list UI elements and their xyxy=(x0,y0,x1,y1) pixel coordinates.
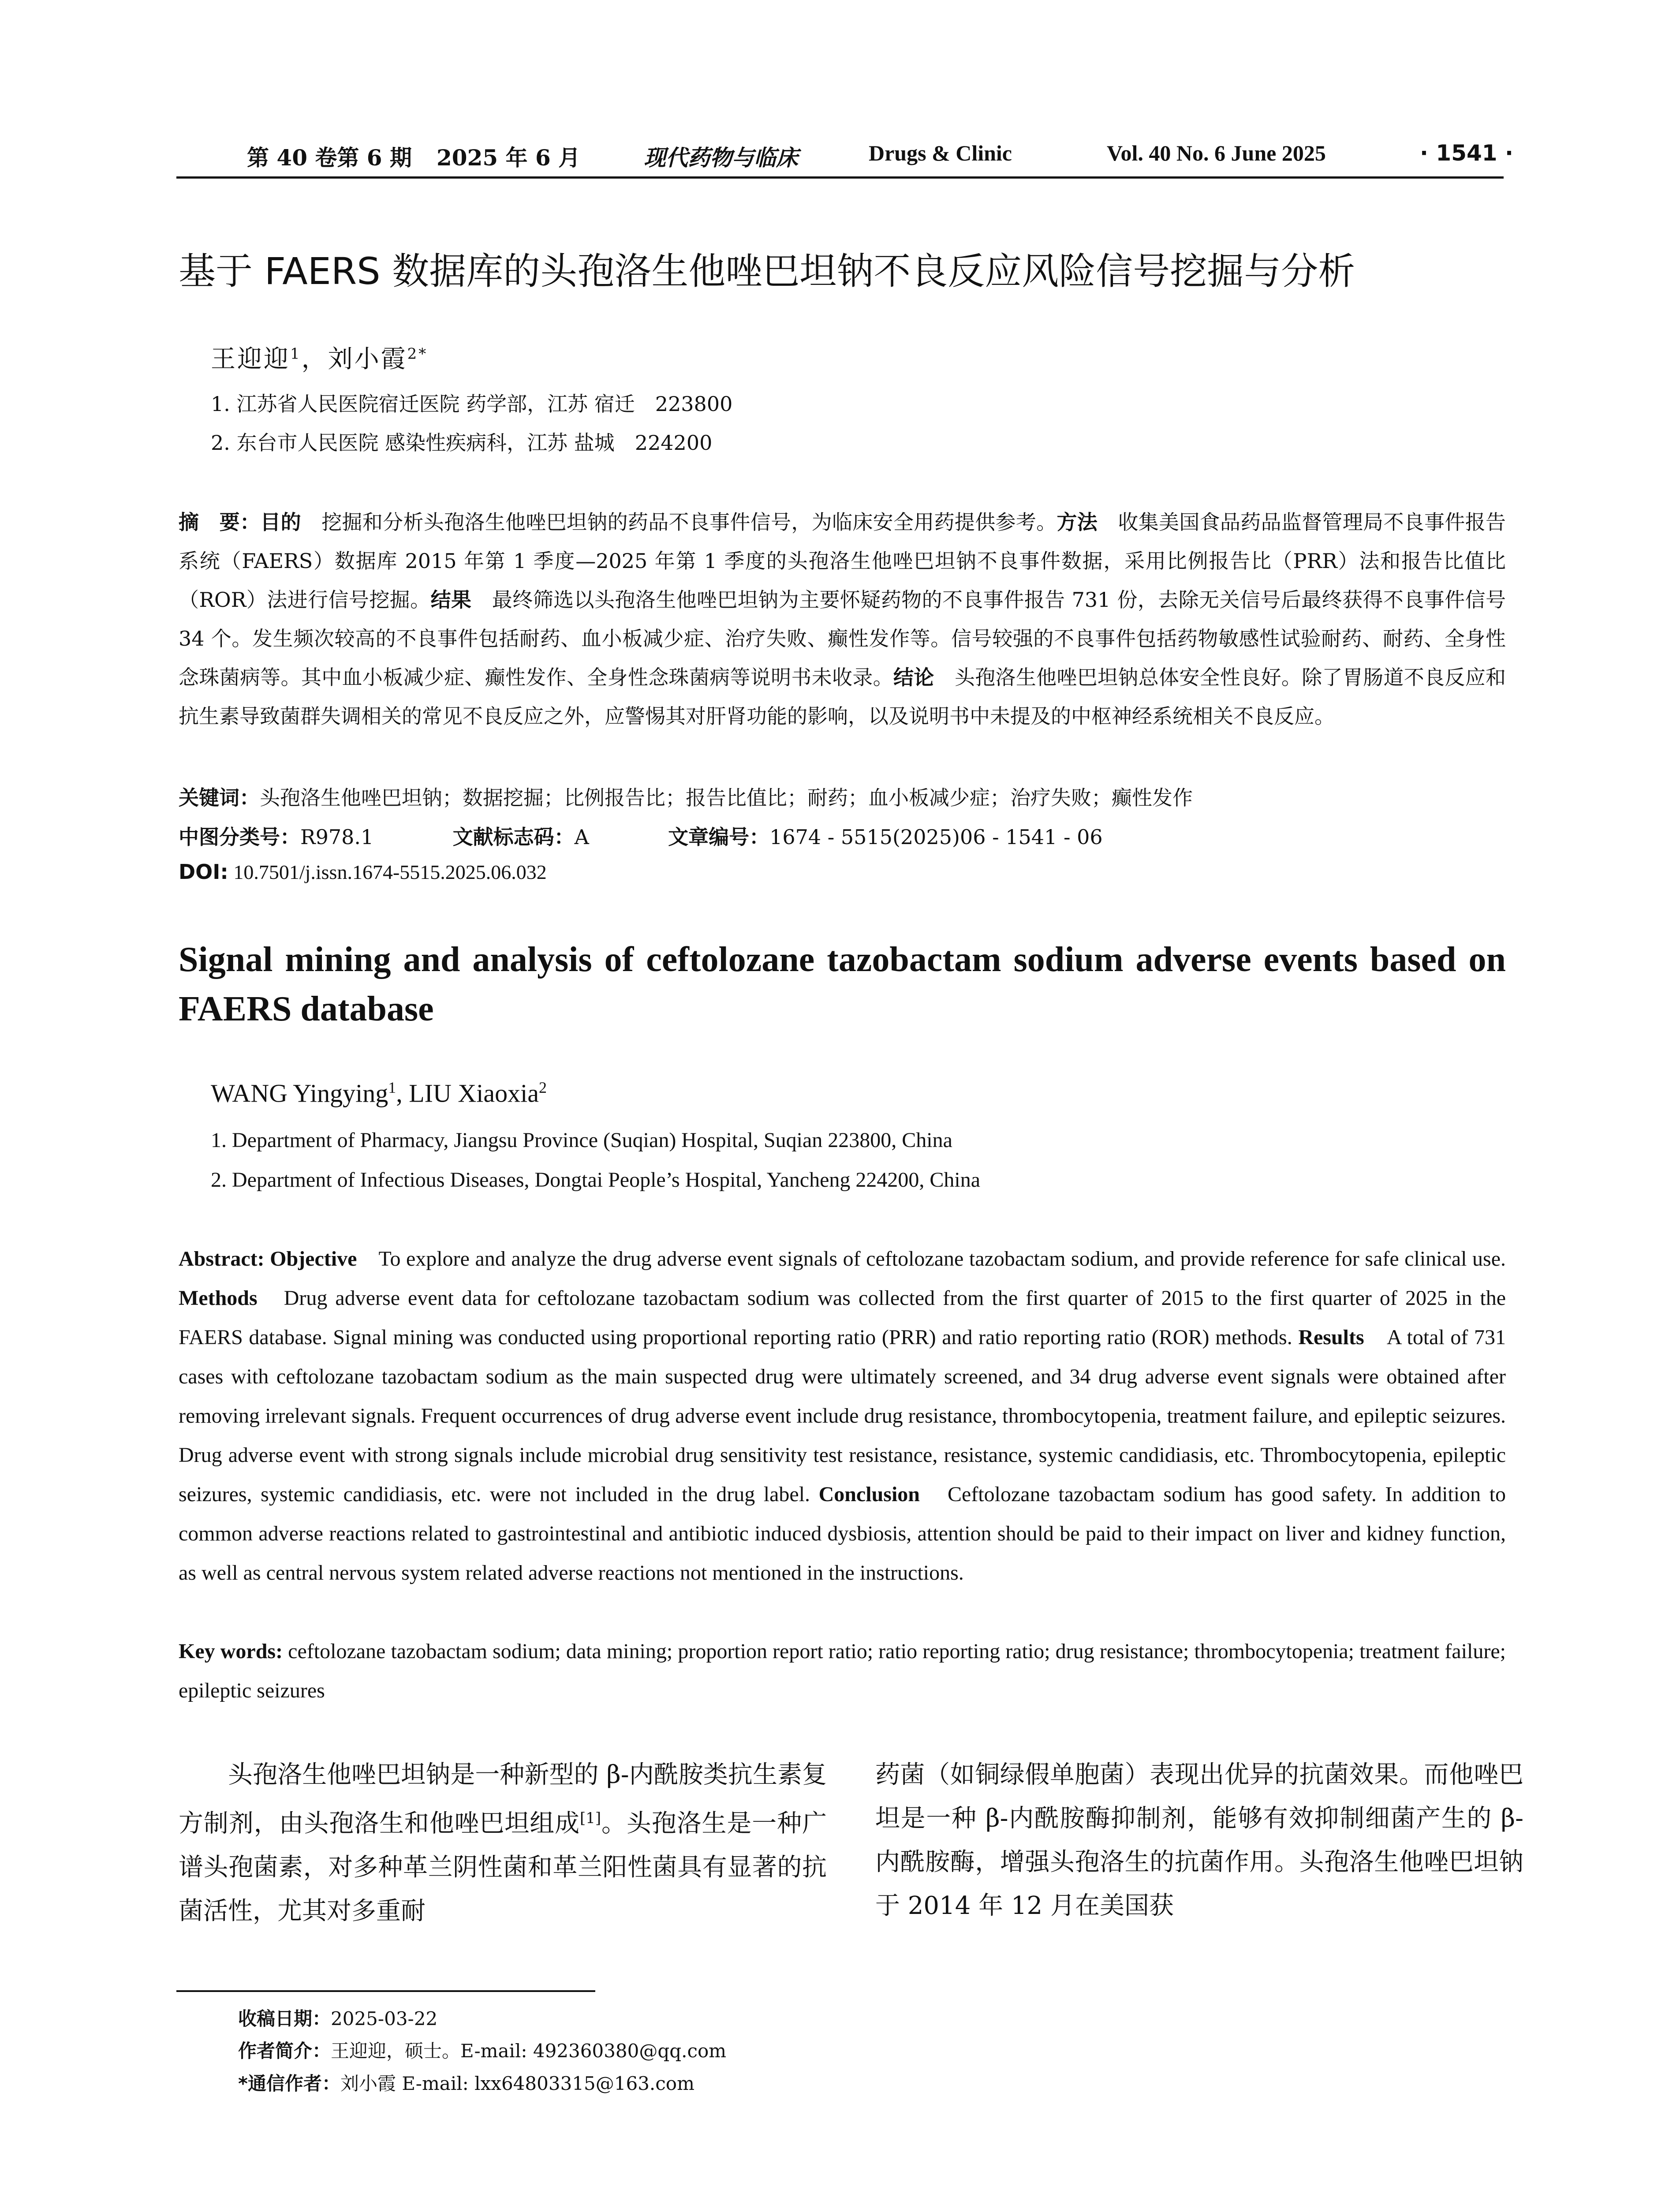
footnote-author xyxy=(238,2037,726,2063)
header-journal-cn: 现代药物与临床 xyxy=(644,145,798,171)
doi-value: 10.7501/j.issn.1674-5515.2025.06.032 xyxy=(228,861,547,883)
header-issue-cn: 第 40 卷第 6 期 xyxy=(247,145,412,171)
header-page-number: · 1541 · xyxy=(1420,140,1513,166)
affiliation-en-2: 2. Department of Infectious Diseases, Dongtai People’s Hospital, Yancheng 224200, China xyxy=(211,1168,981,1192)
abstract-cn-objective-label: 目的 xyxy=(260,510,301,534)
header-rule xyxy=(176,176,1504,179)
clc-value: R978.1 xyxy=(300,825,374,849)
footnote-author-value: 王迎迎，硕士。E-mail: 492360380@qq.com xyxy=(331,2040,727,2062)
keywords-cn-text: 头孢洛生他唑巴坦钠；数据挖掘；比例报告比；报告比值比；耐药；血小板减少症；治疗失败；癫性发作 xyxy=(260,786,1193,810)
header-journal-en: Drugs & Clinic xyxy=(869,141,1012,165)
abstract-en-conclusion: Ceftolozane tazobactam sodium has good safety. In addition to common adverse reactions related to gastrointestinal and antibiotic induced dysbiosis, attention should be paid to their impact on liver and kidney function, as well as central nervous system related adverse reactions not mentioned in the instructions. xyxy=(179,1483,1506,1585)
abstract-cn-methods: 收集美国食品药品监督管理局不良事件报告系统（FAERS）数据库 2015 年第 1 季度—2025 年第 1 季度的头孢洛生他唑巴坦钠不良事件数据，采用比例报告比（PRR）法和报告比值比（ROR）法进行信号挖掘。 xyxy=(179,510,1506,612)
doi-line xyxy=(179,860,547,884)
abstract-en-methods-label: Methods xyxy=(179,1286,258,1310)
body-left-text: 头孢洛生他唑巴坦钠是一种新型的 β-内酰胺类抗生素复方制剂，由头孢洛生和他唑巴坦组成 xyxy=(179,1760,827,1838)
authors-cn xyxy=(211,340,428,375)
abstract-en-results: A total of 731 cases with ceftolozane tazobactam sodium as the main suspected drug were ultimately screened, and 34 drug adverse event signals were obtained after removing irrelevant signals. Frequent occurrences of drug adverse event include drug resistance, thrombocytopenia, treatment failure, and epileptic seizures. Drug adverse event with strong signals include microbial drug sensitivity test resistance, resistance, systemic candidiasis, etc. Thrombocytopenia, epileptic seizures, systemic candidiasis, etc. were not included in the drug label. xyxy=(179,1326,1506,1506)
abstract-en-methods: Drug adverse event data for ceftolozane tazobactam sodium was collected from the first quarter of 2015 to the first quarter of 2025 in the FAERS database. Signal mining was conducted using proportional reporting ratio (PRR) and ratio reporting ratio (ROR) methods. xyxy=(179,1286,1506,1349)
footnote-corresponding-label: *通信作者： xyxy=(238,2073,340,2094)
body-left-text-2: 。头孢洛生是一种广谱头孢菌素，对多种革兰阴性菌和革兰阳性菌具有显著的抗菌活性，尤其对多重耐 xyxy=(179,1809,827,1925)
keywords-cn xyxy=(179,782,1193,811)
affiliation-cn-2: 2. 东台市人民医院 感染性疾病科，江苏 盐城 224200 xyxy=(211,431,713,455)
abstract-cn-results-label: 结果 xyxy=(430,588,472,612)
keywords-en-label: Key words: xyxy=(179,1640,283,1663)
header-date-cn: 2025 年 6 月 xyxy=(437,145,581,171)
header-issue-en: Vol. 40 No. 6 June 2025 xyxy=(1107,141,1326,165)
clc-label: 中图分类号： xyxy=(179,825,300,849)
author-cn-2-sup: 2* xyxy=(407,345,428,363)
authors-en xyxy=(211,1078,547,1108)
footnote-corresponding xyxy=(238,2069,694,2096)
abstract-cn xyxy=(179,503,1506,736)
footnote-rule xyxy=(176,1990,595,1992)
footnote-received-value: 2025-03-22 xyxy=(331,2008,438,2029)
author-cn-2: 刘小霞 xyxy=(328,345,407,374)
abstract-en-objective: To explore and analyze the drug adverse event signals of ceftolozane tazobactam sodium, and provide reference for safe clinical use. xyxy=(357,1247,1506,1271)
author-en-2-sup: 2 xyxy=(538,1079,547,1096)
page-title-cn: 基于 FAERS 数据库的头孢洛生他唑巴坦钠不良反应风险信号挖掘与分析 xyxy=(179,250,1355,293)
doi-label: DOI: xyxy=(179,860,228,884)
author-cn-1-sup: 1 xyxy=(290,345,302,363)
page-title-en: Signal mining and analysis of ceftolozane tazobactam sodium adverse events based on FAERS database xyxy=(179,940,1506,1028)
abstract-cn-label: 摘 要： xyxy=(179,510,261,534)
footnote-corresponding-value: 刘小霞 E-mail: lxx64803315@163.com xyxy=(340,2073,694,2094)
footnote-received xyxy=(238,2004,437,2031)
abstract-en xyxy=(179,1239,1506,1592)
article-number-value: 1674 - 5515(2025)06 - 1541 - 06 xyxy=(769,825,1103,849)
abstract-en-label: Abstract: Objective xyxy=(179,1247,357,1271)
affiliation-cn-1: 1. 江苏省人民医院宿迁医院 药学部，江苏 宿迁 223800 xyxy=(211,392,733,416)
author-en-1: WANG Yingying xyxy=(211,1079,388,1108)
author-en-sep: , xyxy=(396,1079,409,1108)
keywords-en xyxy=(179,1632,1506,1710)
author-cn-sep: ， xyxy=(301,345,328,374)
abstract-cn-methods-label: 方法 xyxy=(1057,510,1098,534)
classification-line xyxy=(179,821,1103,850)
footnote-received-label: 收稿日期： xyxy=(238,2008,331,2029)
doc-code-label: 文献标志码： xyxy=(452,825,575,849)
footnote-author-label: 作者简介： xyxy=(238,2040,331,2062)
doc-code-value: A xyxy=(574,825,589,849)
body-column-left xyxy=(179,1753,827,1933)
body-right-text: 药菌（如铜绿假单胞菌）表现出优异的抗菌效果。而他唑巴坦是一种 β-内酰胺酶抑制剂，能够有效抑制细菌产生的 β-内酰胺酶，增强头孢洛生的抗菌作用。头孢洛生他唑巴坦钠于 2014 年 12 月在美国获 xyxy=(875,1760,1523,1920)
body-left-ref: [1] xyxy=(579,1809,601,1827)
abstract-en-conclusion-label: Conclusion xyxy=(818,1483,920,1506)
author-en-1-sup: 1 xyxy=(388,1079,396,1096)
author-cn-1: 王迎迎 xyxy=(211,345,290,374)
abstract-cn-conclusion: 头孢洛生他唑巴坦钠总体安全性良好。除了胃肠道不良反应和抗生素导致菌群失调相关的常见不良反应之外，应警惕其对肝肾功能的影响，以及说明书中未提及的中枢神经系统相关不良反应。 xyxy=(179,665,1506,728)
abstract-en-results-label: Results xyxy=(1298,1326,1364,1349)
abstract-cn-results: 最终筛选以头孢洛生他唑巴坦钠为主要怀疑药物的不良事件报告 731 份，去除无关信号后最终获得不良事件信号 34 个。发生频次较高的不良事件包括耐药、血小板减少症、治疗失败、癫性发作等。信号较强的不良事件包括药物敏感性试验耐药、耐药、全身性念珠菌病等。其中血小板减少症、癫性发作、全身性念珠菌病等说明书未收录。 xyxy=(179,588,1506,689)
keywords-cn-label: 关键词： xyxy=(179,786,260,810)
abstract-cn-conclusion-label: 结论 xyxy=(893,665,934,689)
abstract-cn-objective: 挖掘和分析头孢洛生他唑巴坦钠的药品不良事件信号，为临床安全用药提供参考。 xyxy=(301,510,1057,534)
author-en-2: LIU Xiaoxia xyxy=(409,1079,539,1108)
keywords-en-text: ceftolozane tazobactam sodium; data mining; proportion report ratio; ratio reporting ratio; drug resistance; thrombocytopenia; treatment failure; epileptic seizures xyxy=(179,1640,1506,1702)
body-column-right xyxy=(875,1753,1523,1928)
article-number-label: 文章编号： xyxy=(668,825,770,849)
running-header xyxy=(176,140,1513,176)
affiliation-en-1: 1. Department of Pharmacy, Jiangsu Province (Suqian) Hospital, Suqian 223800, China xyxy=(211,1129,952,1152)
